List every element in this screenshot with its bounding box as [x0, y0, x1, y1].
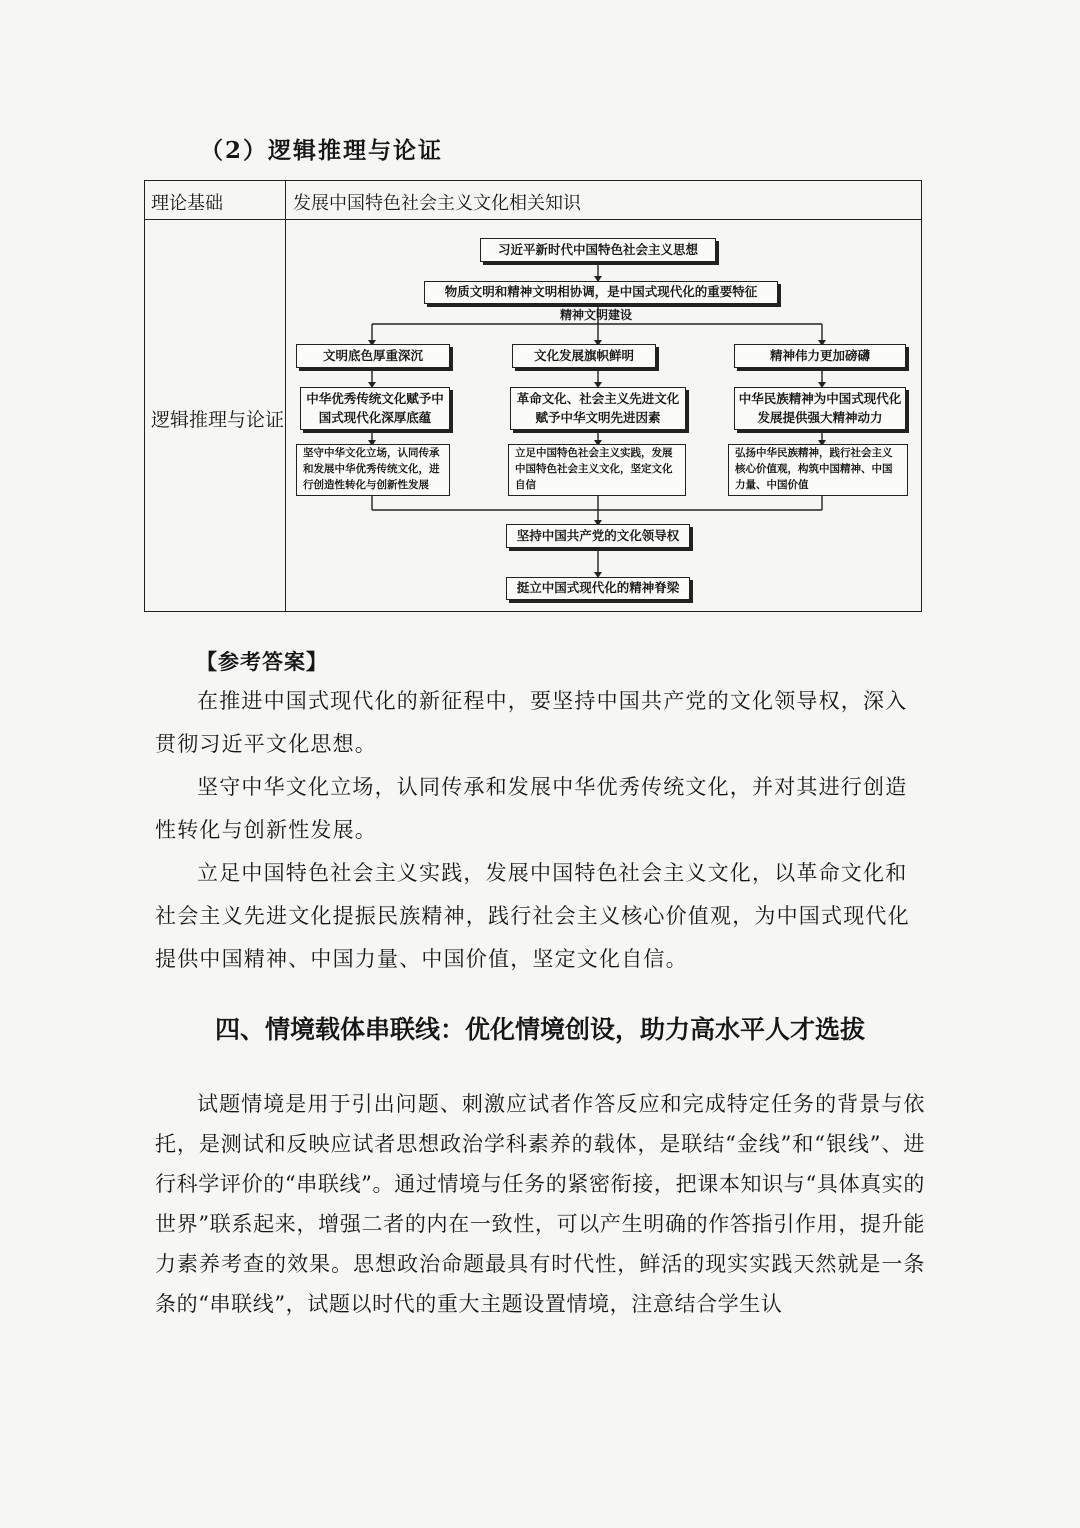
table-header-theory: 理论基础: [151, 193, 223, 214]
section-paragraph: 试题情境是用于引出问题、刺激应试者作答反应和完成特定任务的背景与依托，是测试和反映应试者思想政治学科素养的载体，是联结“金线”和“银线”、进行科学评价的“串联线”。通过情境与任务的紧密衔接，把课本知识与“具体真实的世界”联系起来，增强二者的内在一致性，可以产生明确的作答指引作用，提升能力素养考查的效果。思想政治命题最具有时代性，鲜活的现实实践天然就是一条条的“串联线”，试题以时代的重大主题设置情境，注意结合学生认: [155, 1092, 925, 1316]
flow-branch-1-title: 文明底色厚重深沉: [296, 344, 450, 368]
flow-branch-2-level1: 革命文化、社会主义先进文化赋予中华文明先进因素: [510, 387, 686, 430]
answer-paragraph-3: 立足中国特色社会主义实践，发展中国特色社会主义文化，以革命文化和社会主义先进文化提振民族精神，践行社会主义核心价值观，为中国式现代化提供中国精神、中国力量、中国价值，坚定文化自信。: [155, 861, 910, 971]
flow-box-second: 物质文明和精神文明相协调，是中国式现代化的重要特征: [424, 281, 778, 304]
section-title: 四、情境载体串联线：优化情境创设，助力高水平人才选拔: [214, 1015, 865, 1044]
flow-box-merge: 坚持中国共产党的文化领导权: [506, 524, 690, 548]
answer-title: 【参考答案】: [196, 649, 328, 674]
table-header-reasoning: 逻辑推理与论证: [151, 409, 285, 431]
flow-branch-2-level2: 立足中国特色社会主义实践，发展中国特色社会主义文化，坚定文化自信: [508, 444, 686, 496]
answer-paragraph-2: 坚守中华文化立场，认同传承和发展中华优秀传统文化，并对其进行创造性转化与创新性发展。: [155, 775, 908, 842]
flow-branch-3-level2: 弘扬中华民族精神，践行社会主义核心价值观，构筑中国精神、中国力量、中国价值: [728, 444, 908, 496]
flow-branch-3-title: 精神伟力更加磅礴: [734, 344, 906, 368]
flow-box-top: 习近平新时代中国特色社会主义思想: [480, 238, 716, 262]
sub-heading: （2）逻辑推理与论证: [200, 137, 444, 164]
table-cell-theory: 发展中国特色社会主义文化相关知识: [293, 193, 581, 214]
flow-branch-3-level1: 中华民族精神为中国式现代化发展提供强大精神动力: [734, 387, 906, 430]
answer-paragraph-1: 在推进中国式现代化的新征程中，要坚持中国共产党的文化领导权，深入贯彻习近平文化思想。: [155, 689, 908, 756]
flow-branch-2-title: 文化发展旗帜鲜明: [512, 344, 656, 368]
flow-label: 精神文明建设: [560, 308, 633, 322]
flow-box-bottom: 挺立中国式现代化的精神脊梁: [506, 577, 690, 600]
flow-branch-1-level1: 中华优秀传统文化赋予中国式现代化深厚底蕴: [300, 387, 450, 430]
flow-branch-1-level2: 坚守中华文化立场，认同传承和发展中华优秀传统文化，进行创造性转化与创新性发展: [296, 444, 450, 496]
